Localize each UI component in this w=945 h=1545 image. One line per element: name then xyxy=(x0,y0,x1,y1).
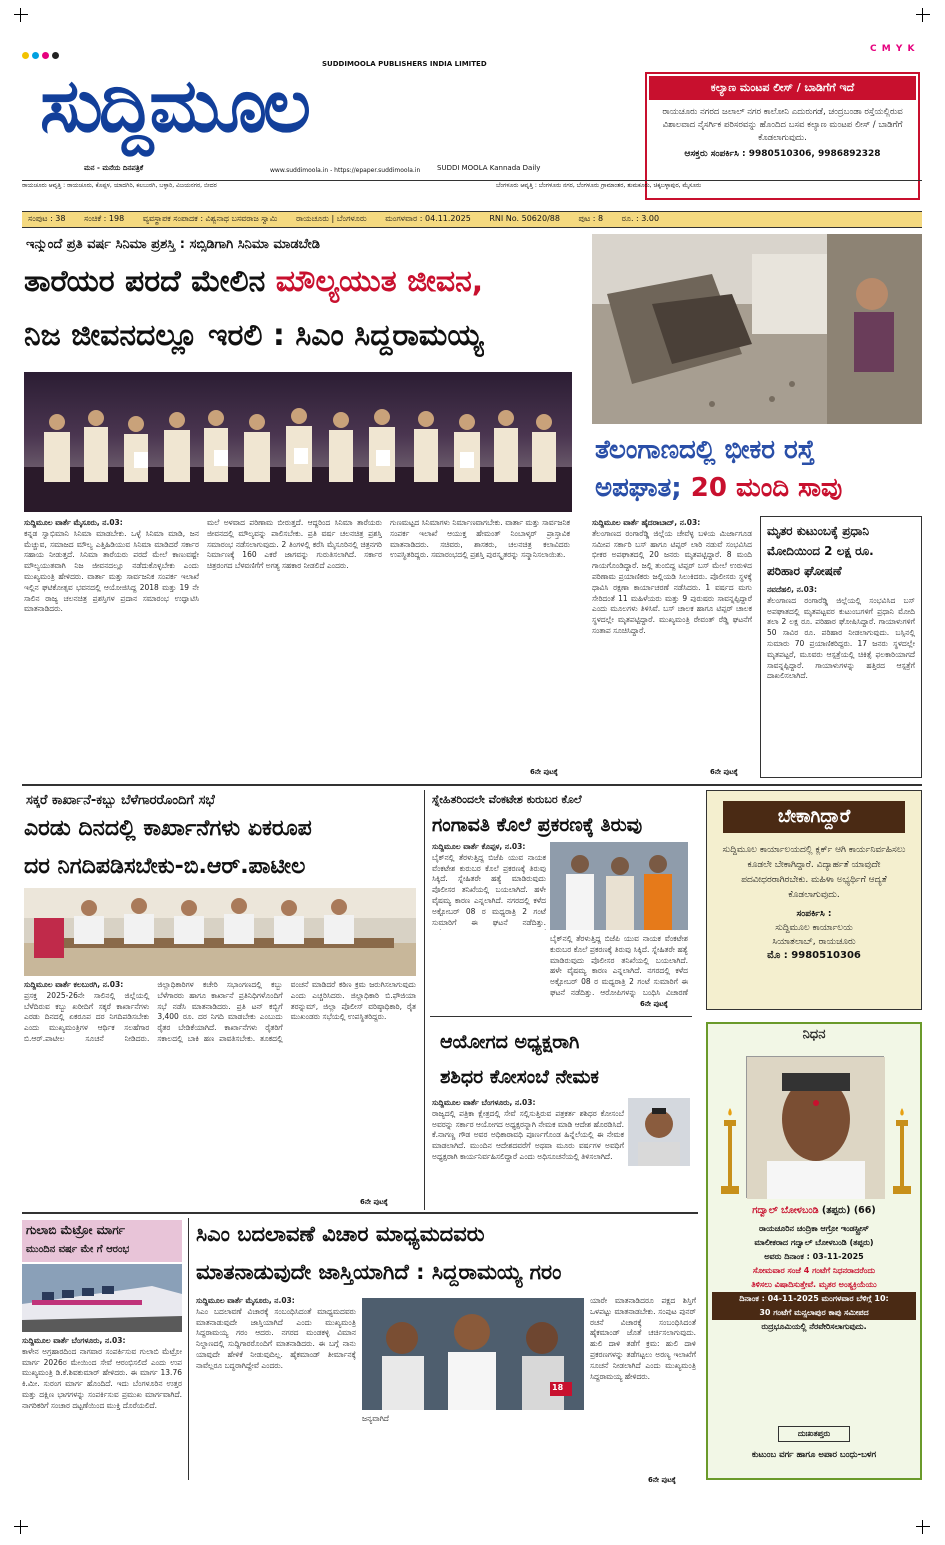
lead-text-1: ಕನ್ನಡ ಸ್ವಾಭಿಮಾನಿ ಸಿನಿಮಾ ಮಾಡಬೇಕು. ಒಳ್ಳೆ ಸಿನಿಮಾ ಮಾಡಿ, ಜನ ಮೆಚ್ಚುವ, ಸಮಾಜದ ಮೌಲ್ಯ ಎತ್ತಿಹಿಡಿಯುವ ಸಿನಿಮಾ ಮಾಡಿದರೆ ಸರ್ಕಾರ ಸಹಾಯ ನೀಡುತ್ತದೆ. ಸಿನಿಮಾ ತಾರೆಯರು ಪರದೆ ಮೇಲೆ ಕಾಣುವಷ್ಟೇ ಮೌಲ್ಯಯುತವಾಗಿ ನಿಜ ಜೀವನದಲ್ಲೂ ನಡೆದುಕೊಳ್ಳಬೇಕು ಎಂದು ಮುಖ್ಯಮಂತ್ರಿ ಹೇಳಿದರು. ವಾರ್ತಾ ಮತ್ತು ಸಾರ್ವಜನಿಕ ಸಂಪರ್ಕ ಇಲಾಖೆ ಇಲ್ಲಿನ ಘಟಿಕೋತ್ಸವ ಭವನದಲ್ಲಿ ಆಯೋಜಿಸಿದ್ದ 2018 ಮತ್ತು 19 ನೇ ಸಾಲಿನ ರಾಜ್ಯ ಚಲನಚಿತ್ರ ಪ್ರಶಸ್ತಿಗಳ ಪ್ರದಾನ ಸಮಾರಂಭ ಉದ್ಘಾಟಿಸಿ ಮಾತನಾಡಿದರು. xyxy=(24,528,199,614)
portrait-photo xyxy=(628,1098,690,1166)
lead-headline-2: ನಿಜ ಜೀವನದಲ್ಲೂ ಇರಲಿ : ಸಿಎಂ ಸಿದ್ದರಾಮಯ್ಯ xyxy=(24,318,484,353)
pages: ಪುಟ : 8 xyxy=(578,214,604,223)
column-divider xyxy=(188,1218,189,1480)
metro-byline: ಸುದ್ದಿಮೂಲ ವಾರ್ತೆ ಬೆಂಗಳೂರು, ನ.03: xyxy=(22,1336,126,1345)
cm-text-1: ಸಿಎಂ ಬದಲಾವಣೆ ವಿಚಾರಕ್ಕೆ ಸಂಬಂಧಿಸಿದಂತೆ ಮಾಧ್ಯಮದವರು ಮಾತನಾಡುವುದೇ ಜಾಸ್ತಿಯಾಗಿದೆ ಎಂದು ಮುಖ್ಯಮಂತ್ರಿ ಸಿದ್ದರಾಮಯ್ಯ ಗರಂ ಆದರು. ನಗರದ ಮಂಡಕಳ್ಳಿ ವಿಮಾನ ನಿಲ್ದಾಣದಲ್ಲಿ ಸುದ್ದಿಗಾರರೊಂದಿಗೆ ಮಾತನಾಡಿದರು. ಈ ಬಗ್ಗೆ ನಾನು ಯಾವುದೇ ಹೇಳಿಕೆ ನೀಡುವುದಿಲ್ಲ. ಹೈಕಮಾಂಡ್ ತೀರ್ಮಾನಕ್ಕೆ ನಾವೆಲ್ಲರೂ ಬದ್ಧರಾಗಿದ್ದೇವೆ ಎಂದರು. xyxy=(196,1306,356,1370)
mourners-tag: ದುಃಖತಪ್ತರು xyxy=(778,1426,850,1442)
obituary-photo xyxy=(746,1056,884,1198)
lease-ad-body: ರಾಯಚೂರು ನಗರದ ಜಲಾಲ್ ನಗರ ಕಾಲೋನಿ ಎದುರುಗಡೆ, ಚಂದ್ರಬಂಡಾ ರಸ್ತೆಯಲ್ಲಿರುವ ವಿಶಾಲವಾದ ನೈಸರ್ಗಿಕ ಪರಿಸರವನ್ನು ಹೊಂದಿದ ಬಸವ ಕಲ್ಯಾಣ ಮಂಟಪ ಲೀಸ್ / ಬಾಡಿಗೆಗೆ ಕೊಡಲಾಗುವುದು. xyxy=(662,107,903,143)
metro-headline-2: ಮುಂದಿನ ವರ್ಷ ಮೇ ಗೆ ಆರಂಭ xyxy=(26,1244,130,1255)
sugar-byline: ಸುದ್ದಿಮೂಲ ವಾರ್ತೆ ಕಲಬುರಗಿ, ನ.03: xyxy=(24,980,124,989)
metro-photo xyxy=(22,1264,182,1332)
telangana-headline-1: ತೆಲಂಗಾಣದಲ್ಲಿ ಭೀಕರ ರಸ್ತೆ xyxy=(595,435,815,465)
commission-body xyxy=(432,1098,624,1208)
awards-photo-illustration xyxy=(24,372,572,512)
obituary-age: (66) xyxy=(853,1205,876,1216)
cm-headline-1: ಸಿಎಂ ಬದಲಾವಣೆ ವಿಚಾರ ಮಾಧ್ಯಮದವರು xyxy=(196,1222,485,1246)
wanted-phone: ಮೊ : 9980510306 xyxy=(767,950,861,961)
telangana-headline-2 xyxy=(595,470,842,506)
telangana-headline-2b: 20 ಮಂದಿ ಸಾವು xyxy=(690,473,843,503)
section-divider xyxy=(22,784,922,786)
lamp-icon xyxy=(718,1108,742,1198)
portrait-photo-illustration xyxy=(628,1098,690,1166)
modi-headline-3: ಪರಿಹಾರ ಘೋಷಣೆ xyxy=(767,564,842,578)
awards-photo xyxy=(24,372,572,512)
info-bar xyxy=(22,211,922,228)
telangana-byline: ಸುದ್ದಿಮೂಲ ವಾರ್ತೆ ಹೈದರಾಬಾದ್, ನ.03: xyxy=(592,518,701,527)
price: ರೂ. : 3.00 xyxy=(621,214,660,223)
obituary-line: ತಿಳಿಸಲು ವಿಷಾದಿಸುತ್ತೇವೆ. ಮೃತರ ಅಂತ್ಯಕ್ರಿಯೆಯು xyxy=(751,1280,877,1289)
modi-byline: ನವದೆಹಲಿ, ನ.03: xyxy=(767,585,818,594)
obituary-line: ದಿನಾಂಕ : 04-11-2025 ಮಂಗಳವಾರ ಬೆಳಿಗ್ಗೆ 10: xyxy=(712,1292,916,1306)
sugar-body xyxy=(24,980,416,1196)
rni: RNI No. 50620/88 xyxy=(489,214,560,223)
column-divider xyxy=(424,790,425,1210)
modi-relief-box xyxy=(760,516,922,778)
modi-headline-1: ಮೃತರ ಕುಟುಂಬಕ್ಕೆ ಪ್ರಧಾನಿ xyxy=(767,524,870,538)
color-dots xyxy=(22,44,62,63)
divider xyxy=(22,180,922,181)
date: ಮಂಗಳವಾರ : 04.11.2025 xyxy=(385,214,471,223)
telangana-column xyxy=(592,518,752,768)
wanted-contact-label: ಸಂಪರ್ಕಿಸಿ : xyxy=(796,909,832,919)
registration-mark xyxy=(14,1520,28,1534)
wanted-office: ಸುದ್ದಿಮೂಲ ಕಾರ್ಯಾಲಯ xyxy=(775,923,853,933)
lead-column-1 xyxy=(24,518,199,778)
registration-mark xyxy=(14,8,28,22)
lead-continued: 6ನೇ ಪುಟಕ್ಕೆ xyxy=(530,768,558,776)
obituary-line: ರುದ್ರಭೂಮಿಯಲ್ಲಿ ನೆರವೇರಿಸಲಾಗುವುದು. xyxy=(761,1322,867,1331)
obituary-line: ರಾಯಚೂರಿನ ಚಂದ್ರಿಕಾ ಆಗ್ರೋ ಇಂಡಸ್ಟ್ರೀಸ್ xyxy=(759,1224,869,1233)
telangana-continued: 6ನೇ ಪುಟಕ್ಕೆ xyxy=(710,768,738,776)
wanted-ad xyxy=(706,790,922,1010)
gangavati-text: ಬೈಕ್‌ನಲ್ಲಿ ತೆರಳುತ್ತಿದ್ದ ಬಿಜೆಪಿ ಯುವ ನಾಯಕ ವೆಂಕಟೇಶ ಕುರುಬರ ಕೊಲೆ ಪ್ರಕರಣಕ್ಕೆ ತಿರುವು ಸಿಕ್ಕಿದೆ. ಸ್ನೇಹಿತರೇ ಹತ್ಯೆ ಮಾಡಿರುವುದು ಪೊಲೀಸರ ತನಿಖೆಯಲ್ಲಿ ಬಯಲಾಗಿದೆ. ಹಳೇ ವೈಷಮ್ಯ ಕಾರಣ ಎನ್ನಲಾಗಿದೆ. ನಗರದಲ್ಲಿ ಕಳೆದ ಅಕ್ಟೋಬರ್ 08 ರ ಮಧ್ಯರಾತ್ರಿ 2 ಗಂಟೆ ಸುಮಾರಿಗೆ ಈ ಘಟನೆ ನಡೆದಿತ್ತು. xyxy=(432,852,546,927)
commission-byline: ಸುದ್ದಿಮೂಲ ವಾರ್ತೆ ಬೆಂಗಳೂರು, ನ.03: xyxy=(432,1098,536,1107)
telangana-text: ತೆಲಂಗಾಣದ ರಂಗಾರೆಡ್ಡಿ ಜಿಲ್ಲೆಯ ಚೇವೆಳ್ಳ ಬಳಿಯ ಮಿರ್ಜಾಗೂಡ ಸಮೀಪ ಸರ್ಕಾರಿ ಬಸ್ ಹಾಗೂ ಟಿಪ್ಪರ್ ಲಾರಿ ನಡುವೆ ಸಂಭವಿಸಿದ ಭೀಕರ ಅಪಘಾತದಲ್ಲಿ 20 ಜನರು ಮೃತಪಟ್ಟಿದ್ದಾರೆ. 8 ಮಂದಿ ಗಾಯಗೊಂಡಿದ್ದಾರೆ. ಜಲ್ಲಿ ತುಂಬಿದ್ದ ಟಿಪ್ಪರ್ ಬಸ್ ಮೇಲೆ ಉರುಳಿದ ಪರಿಣಾಮ ಪ್ರಯಾಣಿಕರು ಜಲ್ಲಿಯಡಿ ಸಿಲುಕಿದರು. ಪೊಲೀಸರು ಸ್ಥಳಕ್ಕೆ ಧಾವಿಸಿ ರಕ್ಷಣಾ ಕಾರ್ಯಾಚರಣೆ ನಡೆಸಿದರು. 1 ವರ್ಷದ ಮಗು ಸೇರಿದಂತೆ 11 ಮಹಿಳೆಯರು ಮತ್ತು 9 ಪುರುಷರು ಸಾವನ್ನಪ್ಪಿದ್ದಾರೆ ಎಂದು ಮೂಲಗಳು ತಿಳಿಸಿವೆ. ಬಸ್ ಚಾಲಕ ಹಾಗೂ ಟಿಪ್ಪರ್ ಚಾಲಕ ಸ್ಥಳದಲ್ಲೇ ಮೃತಪಟ್ಟಿದ್ದಾರೆ. ಮುಖ್ಯಮಂತ್ರಿ ರೇವಂತ್ ರೆಡ್ಡಿ ಘಟನೆಗೆ ಸಂತಾಪ ಸೂಚಿಸಿದ್ದಾರೆ. xyxy=(592,528,752,635)
lead-headline-1a: ತಾರೆಯರ ಪರದೆ ಮೇಲಿನ xyxy=(24,264,276,299)
metro-headline-1: ಗುಲಾಬಿ ಮೆಟ್ರೋ ಮಾರ್ಗ xyxy=(26,1223,125,1237)
cm-column-1 xyxy=(196,1296,356,1486)
cm-continued: 6ನೇ ಪುಟಕ್ಕೆ xyxy=(648,1476,676,1484)
telangana-headline-2a: ಅಪಘಾತ; xyxy=(595,473,691,503)
cm-photo xyxy=(362,1298,584,1410)
lead-column-3: ಗುಣಮಟ್ಟದ ಸಿನಿಮಾಗಳು ನಿರ್ಮಾಣವಾಗಬೇಕು. ವಾರ್ತಾ ಮತ್ತು ಸಾರ್ವಜನಿಕ ಸಂಪರ್ಕ ಇಲಾಖೆ ಆಯುಕ್ತ ಹೇಮಂತ್ ನಿಂಬಾಳ್ಕರ್ ಪ್ರಾಸ್ತಾವಿಕ ಮಾತನಾಡಿದರು. ಸಚಿವರು, ಶಾಸಕರು, ಚಲನಚಿತ್ರ ಕಲಾವಿದರು ಉಪಸ್ಥಿತರಿದ್ದರು. ಸಮಾರಂಭದಲ್ಲಿ ಪ್ರಶಸ್ತಿ ಪುರಸ್ಕೃತರನ್ನು ಸನ್ಮಾನಿಸಲಾಯಿತು. xyxy=(390,518,570,560)
obituary-line: ಅವರು ದಿನಾಂಕ : 03-11-2025 xyxy=(764,1252,864,1261)
cities: ರಾಯಚೂರು | ಬೆಂಗಳೂರು xyxy=(296,214,367,223)
wanted-body: ಸುದ್ದಿಮೂಲ ಕಾರ್ಯಾಲಯದಲ್ಲಿ ಕ್ಲರ್ಕ್ ಆಗಿ ಕಾರ್ಯನಿರ್ವಹಿಸಲು ಕೂಡಲೇ ಬೇಕಾಗಿದ್ದಾರೆ. ವಿದ್ಯಾರ್ಹತೆ ಯಾವುದೇ ಪದವೀಧರರಾಗಿರಬೇಕು. ಮಹಿಳಾ ಅಭ್ಯರ್ಥಿಗೆ ಆದ್ಯತೆ ಕೊಡಲಾಗುವುದು. xyxy=(722,845,906,900)
sugar-headline-1: ಎರಡು ದಿನದಲ್ಲಿ ಕಾರ್ಖಾನೆಗಳು ಏಕರೂಪ xyxy=(24,816,312,841)
metro-photo-illustration xyxy=(22,1264,182,1332)
lead-byline: ಸುದ್ದಿಮೂಲ ವಾರ್ತೆ ಮೈಸೂರು, ನ.03: xyxy=(24,518,123,527)
divider xyxy=(430,1016,692,1017)
masthead-tagline: ಮನ - ಮನೆಯ ದಿನಪತ್ರಿಕೆ xyxy=(84,164,144,172)
obituary-photo-illustration xyxy=(747,1057,885,1199)
mourners: ಕುಟುಂಬ ವರ್ಗ ಹಾಗೂ ಅಪಾರ ಬಂಧು-ಬಳಗ xyxy=(751,1450,877,1460)
obituary-line: ಸೋಮವಾರ ಸಂಜೆ 4 ಗಂಟೆಗೆ ನಿಧನರಾದರೆಂದು xyxy=(752,1266,876,1275)
lease-ad-title: ಕಲ್ಯಾಣ ಮಂಟಪ ಲೀಸ್ / ಬಾಡಿಗೆಗೆ ಇದೆ xyxy=(649,76,916,100)
gangavati-kicker: ಸ್ನೇಹಿತರಿಂದಲೇ ವೆಂಕಟೇಶ ಕುರುಬರ ಕೊಲೆ xyxy=(432,793,582,806)
commission-headline-2: ಶಶಿಧರ ಕೋಸಂಬೆ ನೇಮಕ xyxy=(440,1066,599,1088)
section-divider xyxy=(22,1212,698,1214)
cm-photo-illustration xyxy=(362,1298,584,1410)
gangavati-column-1 xyxy=(432,842,546,930)
photo-badge: 18 xyxy=(552,1383,564,1392)
lead-column-2: ಮಲೆ ಅಳವಾದ ಪರಿಣಾಮ ಬೀರುತ್ತದೆ. ಆದ್ದರಿಂದ ಸಿನಿಮಾ ತಾರೆಯರು ಜೀವನದಲ್ಲಿ ಮೌಲ್ಯವನ್ನು ಪಾಲಿಸಬೇಕು. ಪ್ರತಿ ವರ್ಷ ಚಲನಚಿತ್ರ ಪ್ರಶಸ್ತಿ ಸಮಾರಂಭ ನಡೆಸಲಾಗುವುದು. 2 ತಿಂಗಳಲ್ಲಿ ಕರೆಸಿ ಮೈಸೂರಿನಲ್ಲಿ ಚಿತ್ರನಗರಿ ನಿರ್ಮಾಣಕ್ಕೆ 160 ಎಕರೆ ಜಾಗವನ್ನು ಗುರುತಿಸಲಾಗಿದೆ. ಸರ್ಕಾರ ಚಿತ್ರರಂಗದ ಬೆಳವಣಿಗೆಗೆ ಅಗತ್ಯ ಸಹಕಾರ ನೀಡಲಿದೆ ಎಂದರು. xyxy=(207,518,382,571)
lead-kicker: ಇನ್ಮುಂದೆ ಪ್ರತಿ ವರ್ಷ ಸಿನಿಮಾ ಪ್ರಶಸ್ತಿ : ಸಬ್ಸಿಡಿಗಾಗಿ ಸಿನಿಮಾ ಮಾಡಬೇಡಿ xyxy=(26,237,320,252)
lease-ad-contact: ಆಸಕ್ತರು ಸಂಪರ್ಕಿಸಿ : 9980510306, 9986892328 xyxy=(684,149,881,159)
edition-right: ಬೆಂಗಳೂರು ಆವೃತ್ತಿ : ಬೆಂಗಳೂರು ನಗರ, ಬೆಂಗಳೂರು ಗ್ರಾಮಾಂತರ, ತುಮಕೂರು, ಚಿಕ್ಕಬಳ್ಳಾಪುರ, ಮೈಸೂರು xyxy=(496,182,702,189)
commission-headline-1: ಆಯೋಗದ ಅಧ್ಯಕ್ಷರಾಗಿ xyxy=(440,1031,580,1053)
modi-text: ತೆಲಂಗಾಣದ ರಂಗಾರೆಡ್ಡಿ ಜಿಲ್ಲೆಯಲ್ಲಿ ಸಂಭವಿಸಿದ ಬಸ್ ಅಪಘಾತದಲ್ಲಿ ಮೃತಪಟ್ಟವರ ಕುಟುಂಬಗಳಿಗೆ ಪ್ರಧಾನಿ ಮೋದಿ ತಲಾ 2 ಲಕ್ಷ ರೂ. ಪರಿಹಾರ ಘೋಷಿಸಿದ್ದಾರೆ. ಗಾಯಾಳುಗಳಿಗೆ 50 ಸಾವಿರ ರೂ. ಪರಿಹಾರ ನೀಡಲಾಗುವುದು. ಬಸ್ಸಿನಲ್ಲಿ ಸುಮಾರು 70 ಪ್ರಯಾಣಿಕರಿದ್ದರು. 17 ಜನರು ಸ್ಥಳದಲ್ಲೇ ಮೃತಪಟ್ಟರೆ, ಮೂವರು ಆಸ್ಪತ್ರೆಯಲ್ಲಿ ಚಿಕಿತ್ಸೆ ಫಲಕಾರಿಯಾಗದೆ ಸಾವನ್ನಪ್ಪಿದ್ದಾರೆ. ಗಾಯಾಳುಗಳನ್ನು ಹತ್ತಿರದ ಆಸ್ಪತ್ರೆಗೆ ದಾಖಲಿಸಲಾಗಿದೆ. xyxy=(767,595,915,681)
editor: ವ್ಯವಸ್ಥಾಪಕ ಸಂಪಾದಕ : ವಿಶ್ವನಾಥ ಬಸವರಾಜ ಸ್ವಾಮಿ xyxy=(142,214,278,223)
gangavati-continued: 6ನೇ ಪುಟಕ್ಕೆ xyxy=(640,1000,668,1008)
wanted-title: ಬೇಕಾಗಿದ್ದಾರೆ xyxy=(723,801,905,833)
sugar-headline-2: ದರ ನಿಗದಿಪಡಿಸಬೇಕು-ಬಿ.ಆರ್.ಪಾಟೀಲ xyxy=(24,854,306,879)
issue: ಸಂಚಿಕೆ : 198 xyxy=(84,214,125,223)
accused-photo xyxy=(550,842,688,930)
obituary-name-main: ಗದ್ವಾಲ್ ಬೋಳಬಂಡಿ xyxy=(752,1205,819,1216)
masthead-logo: ಸುದ್ದಿಮೂಲ xyxy=(40,63,307,149)
sugar-continued: 6ನೇ ಪುಟಕ್ಕೆ xyxy=(360,1198,388,1206)
cm-caption: ಜನ್ಯವಾಗಿದೆ xyxy=(362,1414,389,1423)
obituary-line: 30 ಗಂಟೆಗೆ ಮನ್ಸಲಾಪುರ ಕಾಪು ಸಮೀಪದ xyxy=(712,1306,916,1320)
meeting-photo xyxy=(24,888,416,976)
wanted-address: ಸಿಯಾತಲಾಬ್, ರಾಯಚೂರು xyxy=(772,937,856,947)
english-name: SUDDI MOOLA Kannada Daily xyxy=(437,164,541,172)
metro-header xyxy=(22,1220,182,1262)
commission-text: ರಾಜ್ಯದಲ್ಲಿ ಪತ್ರಿಕಾ ಕ್ಷೇತ್ರದಲ್ಲಿ ಸೇವೆ ಸಲ್ಲಿಸುತ್ತಿರುವ ಪತ್ರಕರ್ತ ಶಶಿಧರ ಕೋಸಂಬೆ ಅವರನ್ನು ಸರ್ಕಾರ ಆಯೋಗದ ಅಧ್ಯಕ್ಷರನ್ನಾಗಿ ನೇಮಕ ಮಾಡಿ ಆದೇಶ ಹೊರಡಿಸಿದೆ. ಕೆ.ನಾಗಣ್ಣ ಗೌಡ ಅವರ ಅಧಿಕಾರಾವಧಿ ಪೂರ್ಣಗೊಂಡ ಹಿನ್ನೆಲೆಯಲ್ಲಿ ಈ ನೇಮಕ ಮಾಡಲಾಗಿದೆ. ಮುಂದಿನ ಆದೇಶದವರೆಗೆ ಅಥವಾ ಮೂರು ವರ್ಷಗಳ ಅವಧಿಗೆ ಅಧ್ಯಕ್ಷರಾಗಿ ಕಾರ್ಯನಿರ್ವಹಿಸಲಿದ್ದಾರೆ ಎಂದು ಅಧಿಸೂಚನೆಯಲ್ಲಿ ತಿಳಿಸಲಾಗಿದೆ. xyxy=(432,1108,624,1161)
obituary-details xyxy=(712,1222,916,1334)
obituary-line: ಮಾಲೀಕರಾದ ಗದ್ವಾಲ್ ಬೋಳಬಂಡಿ (ತಪ್ಪರು) xyxy=(754,1238,874,1247)
cm-headline-2: ಮಾತನಾಡುವುದೇ ಜಾಸ್ತಿಯಾಗಿದೆ : ಸಿದ್ದರಾಮಯ್ಯ ಗರಂ xyxy=(196,1260,562,1284)
lead-headline-1 xyxy=(24,260,483,304)
publisher-name: SUDDIMOOLA PUBLISHERS INDIA LIMITED xyxy=(322,60,487,68)
website: www.suddimoola.in - https://epaper.suddimoola.in xyxy=(270,167,421,174)
modi-body xyxy=(761,585,921,765)
edition-left: ರಾಯಚೂರು ಆವೃತ್ತಿ : ರಾಯಚೂರು, ಕೊಪ್ಪಳ, ಯಾದಗಿರಿ, ಕಲಬುರಗಿ, ಬಳ್ಳಾರಿ, ವಿಜಯನಗರ, ಬೀದರ xyxy=(22,182,217,189)
accident-photo-illustration xyxy=(592,234,922,424)
sugar-text: ಪ್ರಸಕ್ತ 2025-26ನೇ ಸಾಲಿನಲ್ಲಿ ಜಿಲ್ಲೆಯಲ್ಲಿ ಬೆಳೆದಿರುವ ಕಬ್ಬು ಖರೀದಿಗೆ ಸಕ್ಕರೆ ಕಾರ್ಖಾನೆಗಳು ಎರಡು ದಿನದಲ್ಲಿ ಏಕರೂಪ ದರ ನಿಗದಿಪಡಿಸಬೇಕು ಎಂದು ಮುಖ್ಯಮಂತ್ರಿಗಳ ಆರ್ಥಿಕ ಸಲಹೆಗಾರ ಬಿ.ಆರ್.ಪಾಟೀಲ ಸೂಚನೆ ನೀಡಿದರು. ಜಿಲ್ಲಾಧಿಕಾರಿಗಳ ಕಚೇರಿ ಸಭಾಂಗಣದಲ್ಲಿ ಕಬ್ಬು ಬೆಳೆಗಾರರು ಹಾಗೂ ಕಾರ್ಖಾನೆ ಪ್ರತಿನಿಧಿಗಳೊಂದಿಗೆ ಸಭೆ ನಡೆಸಿ ಮಾತನಾಡಿದರು. ಪ್ರತಿ ಟನ್ ಕಬ್ಬಿಗೆ 3,400 ರೂ. ದರ ನಿಗದಿ ಮಾಡಬೇಕು ಎಂಬುದು ರೈತರ ಬೇಡಿಕೆಯಾಗಿದೆ. ಕಾರ್ಖಾನೆಗಳು ರೈತರಿಗೆ ಸಕಾಲದಲ್ಲಿ ಬಾಕಿ ಹಣ ಪಾವತಿಸಬೇಕು. ತೂಕದಲ್ಲಿ ವಂಚನೆ ಮಾಡಿದರೆ ಕಠಿಣ ಕ್ರಮ ಜರುಗಿಸಲಾಗುವುದು ಎಂದು ಎಚ್ಚರಿಸಿದರು. ಜಿಲ್ಲಾಧಿಕಾರಿ ಬಿ.ಫೌಜಿಯಾ ತರನ್ನುಮ್, ಜಿಲ್ಲಾ ಪೊಲೀಸ್ ವರಿಷ್ಠಾಧಿಕಾರಿ, ರೈತ ಮುಖಂಡರು ಸಭೆಯಲ್ಲಿ ಉಪಸ್ಥಿತರಿದ್ದರು. xyxy=(24,980,416,1043)
accident-photo xyxy=(592,234,922,424)
gangavati-headline: ಗಂಗಾವತಿ ಕೊಲೆ ಪ್ರಕರಣಕ್ಕೆ ತಿರುವು xyxy=(432,814,643,836)
meeting-photo-illustration xyxy=(24,888,416,976)
cm-caption-text xyxy=(362,1414,584,1484)
gangavati-column-2: ಬೈಕ್‌ನಲ್ಲಿ ತೆರಳುತ್ತಿದ್ದ ಬಿಜೆಪಿ ಯುವ ನಾಯಕ ವೆಂಕಟೇಶ ಕುರುಬರ ಕೊಲೆ ಪ್ರಕರಣಕ್ಕೆ ತಿರುವು ಸಿಕ್ಕಿದೆ. ಸ್ನೇಹಿತರೇ ಹತ್ಯೆ ಮಾಡಿರುವುದು ಪೊಲೀಸರ ತನಿಖೆಯಲ್ಲಿ ಬಯಲಾಗಿದೆ. ಹಳೇ ವೈಷಮ್ಯ ಕಾರಣ ಎನ್ನಲಾಗಿದೆ. ನಗರದಲ್ಲಿ ಕಳೆದ ಅಕ್ಟೋಬರ್ 08 ರ ಮಧ್ಯರಾತ್ರಿ 2 ಗಂಟೆ ಸುಮಾರಿಗೆ ಈ ಘಟನೆ ನಡೆದಿತ್ತು. ಆರೋಪಿಗಳನ್ನು ಬಂಧಿಸಿ ವಿಚಾರಣೆ xyxy=(550,934,688,997)
gangavati-byline: ಸುದ್ದಿಮೂಲ ವಾರ್ತೆ ಕೊಪ್ಪಳ, ನ.03: xyxy=(432,842,526,851)
obituary-ad xyxy=(706,1022,922,1480)
obituary-title: ನಿಧನ xyxy=(802,1027,826,1042)
registration-mark xyxy=(916,8,930,22)
obituary-name xyxy=(708,1204,920,1218)
obituary-name-suffix: (ತಪ್ಪರು) xyxy=(818,1205,851,1216)
registration-mark xyxy=(916,1520,930,1534)
volume: ಸಂಪುಟ : 38 xyxy=(28,214,66,223)
cm-byline: ಸುದ್ದಿಮೂಲ ವಾರ್ತೆ ಮೈಸೂರು, ನ.03: xyxy=(196,1296,295,1305)
metro-text: ಕಾಳೇನ ಅಗ್ರಹಾರದಿಂದ ನಾಗವಾರ ಸಂಪರ್ಕಿಸುವ ಗುಲಾಬಿ ಮೆಟ್ರೋ ಮಾರ್ಗ 2026ರ ಮೇಯಿಂದ ಸೇವೆ ಆರಂಭಿಸಲಿದೆ ಎಂದು ಉಪ ಮುಖ್ಯಮಂತ್ರಿ ಡಿ.ಕೆ.ಶಿವಕುಮಾರ್ ಹೇಳಿದರು. ಈ ಮಾರ್ಗ 13.76 ಕಿ.ಮೀ. ಸುರಂಗ ಮಾರ್ಗ ಹೊಂದಿದೆ. ಇದು ಬೆಂಗಳೂರಿನ ಉತ್ತರ ಮತ್ತು ದಕ್ಷಿಣ ಭಾಗಗಳನ್ನು ಸಂಪರ್ಕಿಸುವ ಪ್ರಮುಖ ಮಾರ್ಗವಾಗಿದೆ. ನಾಗರಿಕರಿಗೆ ಸಂಚಾರ ದಟ್ಟಣೆಯಿಂದ ಮುಕ್ತಿ ದೊರೆಯಲಿದೆ. xyxy=(22,1346,182,1410)
modi-headline-2: ಮೋದಿಯಿಂದ 2 ಲಕ್ಷ ರೂ. xyxy=(767,544,874,558)
sugar-kicker: ಸಕ್ಕರೆ ಕಾರ್ಖಾನೆ-ಕಬ್ಬು ಬೆಳೆಗಾರರೊಂದಿಗೆ ಸಭೆ xyxy=(26,793,215,808)
cm-column-3: ಯಾರೇ ಮಾತನಾಡಿದರೂ ಪಕ್ಷದ ಶಿಸ್ತಿಗೆ ಒಳಪಟ್ಟು ಮಾತನಾಡಬೇಕು. ಸಂಪುಟ ಪುನರ್ ರಚನೆ ವಿಚಾರಕ್ಕೆ ಸಂಬಂಧಿಸಿದಂತೆ ಹೈಕಮಾಂಡ್ ಜೊತೆ ಚರ್ಚಿಸಲಾಗುವುದು. ಹುಲಿ ದಾಳಿ ತಡೆಗೆ ಕ್ರಮ: ಹುಲಿ ದಾಳಿ ಪ್ರಕರಣಗಳನ್ನು ತಡೆಗಟ್ಟಲು ಅರಣ್ಯ ಇಲಾಖೆಗೆ ಸೂಚನೆ ನೀಡಲಾಗಿದೆ ಎಂದು ಮುಖ್ಯಮಂತ್ರಿ ಸಿದ್ದರಾಮಯ್ಯ ಹೇಳಿದರು. xyxy=(590,1296,696,1381)
lead-headline-1b: ಮೌಲ್ಯಯುತ ಜೀವನ, xyxy=(275,264,484,299)
metro-body xyxy=(22,1336,182,1486)
cmyk-label: C M Y K xyxy=(870,44,916,54)
lamp-icon xyxy=(890,1108,914,1198)
accused-photo-illustration xyxy=(550,842,688,930)
